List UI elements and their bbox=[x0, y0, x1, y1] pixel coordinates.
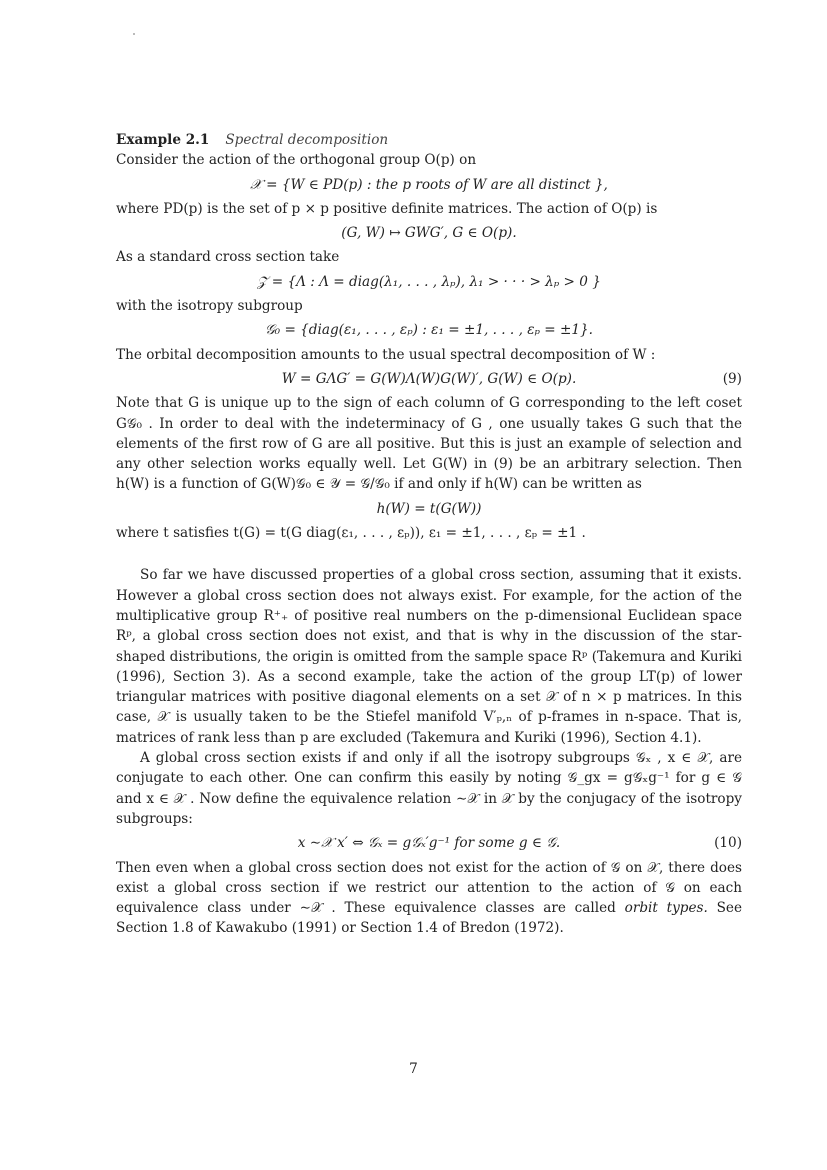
example-heading bbox=[116, 130, 742, 150]
paragraph-text: See Section 1.8 of Kawakubo (1991) or Section 1.4 of Bredon (1972). bbox=[116, 900, 742, 937]
equation-set-x: 𝒳 = {W ∈ PD(p) : the p roots of W are all distinct }, bbox=[250, 176, 608, 193]
emphasis-orbit-types: orbit types. bbox=[624, 900, 708, 917]
text-line: The orbital decomposition amounts to the usual spectral decomposition of W : bbox=[116, 346, 656, 363]
text-line: As a standard cross section take bbox=[116, 249, 340, 266]
text-line: with the isotropy subgroup bbox=[116, 298, 303, 315]
equation-9-body: W = GΛG′ = G(W)Λ(W)G(W)′, G(W) ∈ O(p). bbox=[281, 370, 577, 387]
paragraph: So far we have discussed properties of a global cross section, assuming that it exists. However a global cross section does not always exist. For example, for the action of the multiplicative group R⁺₊ of positive real numbers on the p-dimensional Euclidean space Rᵖ, a global cross section does not exist, and that is why in the discussion of the star-shaped distributions, the origin is omitted from the sample space Rᵖ (Takemura and Kuriki (1996), Section 3). As a second example, take the action of the group LT(p) of lower triangular matrices with positive diagonal elements on a set 𝒳 of n × p matrices. In this case, 𝒳 is usually taken to be the Stiefel manifold V′ₚ,ₙ of p-frames in n-space. That is, matrices of rank less than p are excluded (Takemura and Kuriki (1996), Section 4.1). bbox=[116, 567, 742, 746]
text-line: where PD(p) is the set of p × p positive definite matrices. The action of O(p) is bbox=[116, 200, 658, 217]
equation-h: h(W) = t(G(W)) bbox=[376, 500, 482, 517]
scan-mark bbox=[133, 33, 135, 35]
paragraph bbox=[116, 858, 742, 939]
equation-9 bbox=[116, 369, 742, 389]
paragraph: A global cross section exists if and only if all the isotropy subgroups 𝒢ₓ , x ∈ 𝒳, are conjugate to each other. One can confirm this easily by noting 𝒢_gx = g𝒢ₓg⁻¹ for g ∈ 𝒢 and x ∈ 𝒳 . Now define the equivalence relation ∼𝒳 in 𝒳 by the conjugacy of the isotropy subgroups: bbox=[116, 750, 742, 827]
equation-cross-section: 𝒵 = {Λ : Λ = diag(λ₁, . . . , λₚ), λ₁ > · · · > λₚ > 0 } bbox=[257, 273, 601, 290]
equation-isotropy: 𝒢₀ = {diag(ε₁, . . . , εₚ) : ε₁ = ±1, . . . , εₚ = ±1}. bbox=[265, 322, 593, 339]
equation-action: (G, W) ↦ GWG′, G ∈ O(p). bbox=[341, 225, 517, 242]
paragraph: Note that G is unique up to the sign of each column of G corresponding to the left coset G𝒢₀ . In order to deal with the indeterminacy of G , one usually takes G such that the elements of the first row of G are all positive. But this is just an example of selection and any other selection works equally well. Let G(W) in (9) be an arbitrary selection. Then h(W) is a function of G(W)𝒢₀ ∈ 𝒴 = 𝒢/𝒢₀ if and only if h(W) can be written as bbox=[116, 395, 742, 493]
example-label: Example 2.1 bbox=[116, 132, 210, 148]
page-body bbox=[116, 130, 742, 939]
equation-10-body: x ∼𝒳 x′ ⇔ 𝒢ₓ = g𝒢ₓ′g⁻¹ for some g ∈ 𝒢. bbox=[297, 835, 561, 852]
equation-number: (9) bbox=[722, 370, 742, 387]
text-line: Consider the action of the orthogonal group O(p) on bbox=[116, 152, 477, 169]
page-number: 7 bbox=[409, 1061, 418, 1077]
text-line: where t satisfies t(G) = t(G diag(ε₁, . . . , εₚ)), ε₁ = ±1, . . . , εₚ = ±1 . bbox=[116, 525, 586, 542]
equation-10 bbox=[116, 833, 742, 853]
paragraph-text: Then even when a global cross section does not exist for the action of 𝒢 on 𝒳, there does exist a global cross section if we restrict our attention to the action of 𝒢 on each equivalence class under ∼𝒳 . These equivalence classes are called bbox=[116, 859, 742, 917]
example-title: Spectral decomposition bbox=[225, 132, 389, 148]
equation-number: (10) bbox=[714, 835, 742, 852]
